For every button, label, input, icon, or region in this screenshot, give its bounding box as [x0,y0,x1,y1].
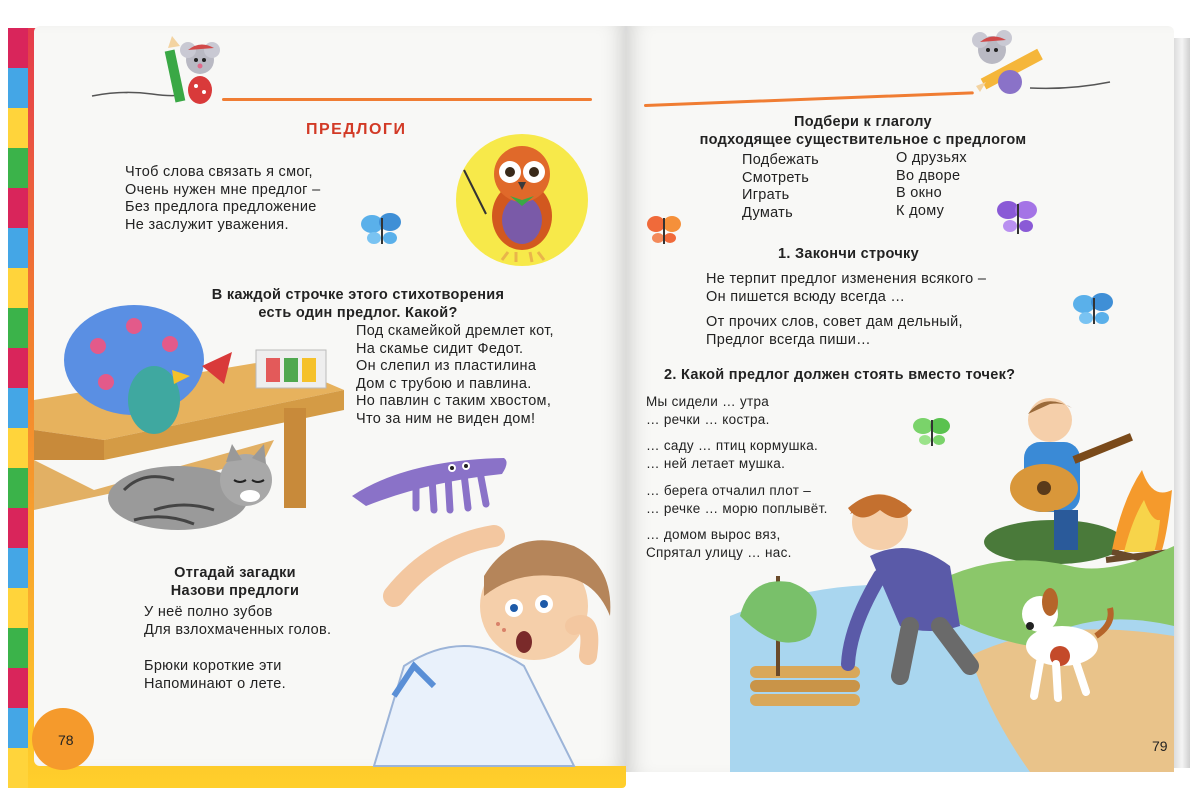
task1-lines-1 [706,271,986,306]
page-title: ПРЕДЛОГИ [306,121,407,138]
poem-line: На скамье сидит Федот. [356,340,524,357]
heading-line: Подбери к глаголу [794,114,932,130]
owl-teacher-icon [452,128,592,268]
verb: Думать [742,204,793,221]
mouse-with-pencil-icon [970,26,1120,106]
task2-group-2 [646,437,818,473]
riddles-heading [160,565,310,600]
task1-heading: 1. Закончи строчку [778,246,919,262]
verb: Подбежать [742,152,820,168]
verb: Смотреть [742,169,810,186]
noun-phrase: О друзьях [896,150,967,166]
heading-line: подходящее существительное с предлогом [699,131,1027,148]
poem-line: Без предлога предложение [125,199,317,215]
page-number-badge [32,708,94,770]
riddle-line: Напоминают о лете. [144,675,286,692]
heading-line: Отгадай загадки [174,565,296,581]
verb: Играть [742,187,790,203]
dog-icon [1026,594,1027,595]
poem-line: Что за ним не виден дом! [356,410,536,427]
noun-phrase: Во дворе [896,167,961,184]
butterfly-icon [996,196,1040,240]
page-edge [1174,38,1190,768]
boy-with-raft-icon [730,486,1174,772]
butterfly-icon [912,412,952,452]
page-number-badge [1126,714,1184,772]
text-line: … речки … костра. [646,412,770,427]
nouns-column [896,150,967,220]
task1-lines-2 [706,314,963,349]
riddle-line: Для взлохмаченных голов. [144,621,332,638]
poem-line: Дом с трубою и павлина. [356,375,532,392]
text-line: … саду … птиц кормушка. [646,438,819,453]
text-line: … речке … морю поплывёт. [646,501,828,516]
page-number: 79 [1152,738,1168,754]
text-line: … берега отчалил плот – [646,483,812,498]
butterfly-icon [646,212,682,248]
heading-line: В каждой строчке этого стихотворения [211,287,505,303]
sleeping-cat-icon [104,440,284,536]
butterfly-icon [1072,290,1116,330]
riddle-1 [144,604,331,639]
poem-line: Под скамейкой дремлет кот, [356,323,554,339]
task2-heading: 2. Какой предлог должен стоять вместо точек? [664,367,1016,383]
surprised-boy-icon [374,516,626,766]
verbs-column [742,152,819,222]
text-line: Не терпит предлог изменения всякого – [706,271,987,287]
cover-spine-stripe [8,28,28,788]
poem-line: Но павлин с таким хвостом, [356,393,552,409]
task-poem [356,323,554,428]
poem-line: Не заслужит уважения. [125,216,289,233]
poem-line: Очень нужен мне предлог – [125,181,321,198]
page-number: 78 [58,732,74,748]
poem-line: Он слепил из пластилина [356,358,537,374]
butterfly-icon [360,210,404,250]
header-rule [222,98,592,101]
comb-icon [346,452,516,522]
poem-line: Чтоб слова связать я смог, [125,164,313,180]
riddle-2 [144,658,286,693]
riddle-line: Брюки короткие эти [144,658,282,674]
mouse-with-pencil-icon [92,30,222,110]
text-line: … ней летает мушка. [646,456,786,471]
text-line: … домом вырос вяз, [646,527,781,542]
text-line: От прочих слов, совет дам дельный, [706,314,963,330]
noun-phrase: В окно [896,185,942,201]
text-line: Предлог всегда пиши… [706,331,871,348]
text-line: Мы сидели … утра [646,394,770,409]
heading-line: есть один предлог. Какой? [258,304,458,321]
heading-line: Назови предлоги [170,582,300,599]
noun-phrase: К дому [896,202,945,219]
riddle-line: У неё полно зубов [144,604,273,620]
text-line: Спрятал улицу … нас. [646,545,792,560]
intro-poem [125,164,320,234]
task-heading [676,114,1050,149]
text-line: Он пишется всюду всегда … [706,288,906,305]
task2-group-1 [646,393,770,429]
